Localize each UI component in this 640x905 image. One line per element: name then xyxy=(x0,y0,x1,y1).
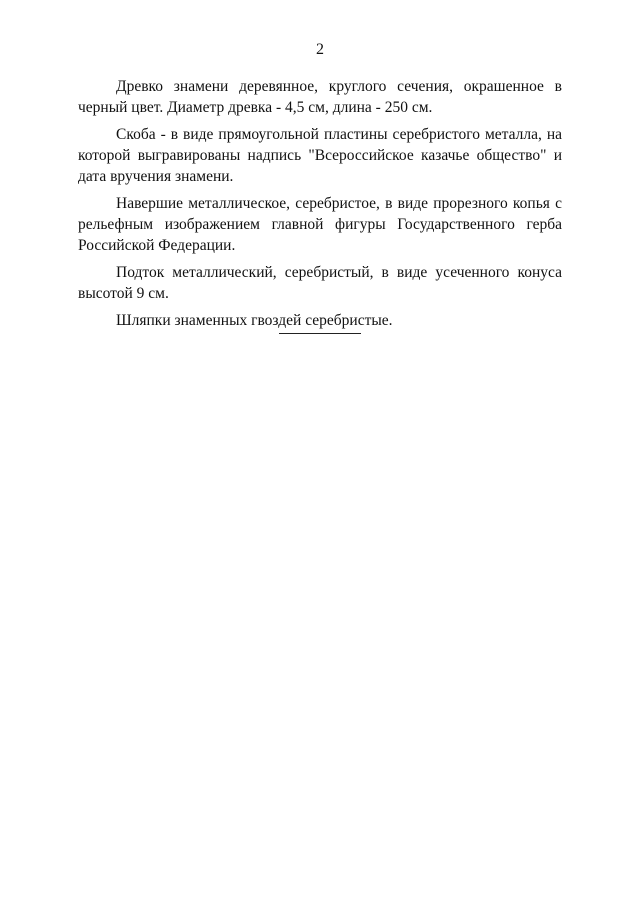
paragraph-nail-heads: Шляпки знаменных гвоздей серебристые. xyxy=(116,312,393,329)
document-body xyxy=(78,76,562,337)
page-number: 2 xyxy=(316,41,324,58)
paragraph-pole: Древко знамени деревянное, круглого сечения, окрашенное в черный цвет. Диаметр древка - 4,5 см, длина - 250 см. xyxy=(78,78,562,116)
end-separator-line xyxy=(279,333,361,334)
paragraph-bracket: Скоба - в виде прямоугольной пластины серебристого металла, на которой выгравированы надпись "Всероссийское казачье общество" и дата вручения знамени. xyxy=(78,126,562,185)
paragraph-finial: Навершие металлическое, серебристое, в виде прорезного копья с рельефным изображением главной фигуры Государственного герба Российской Федерации. xyxy=(78,195,562,254)
paragraph-butt-cap: Подток металлический, серебристый, в виде усеченного конуса высотой 9 см. xyxy=(78,264,562,302)
